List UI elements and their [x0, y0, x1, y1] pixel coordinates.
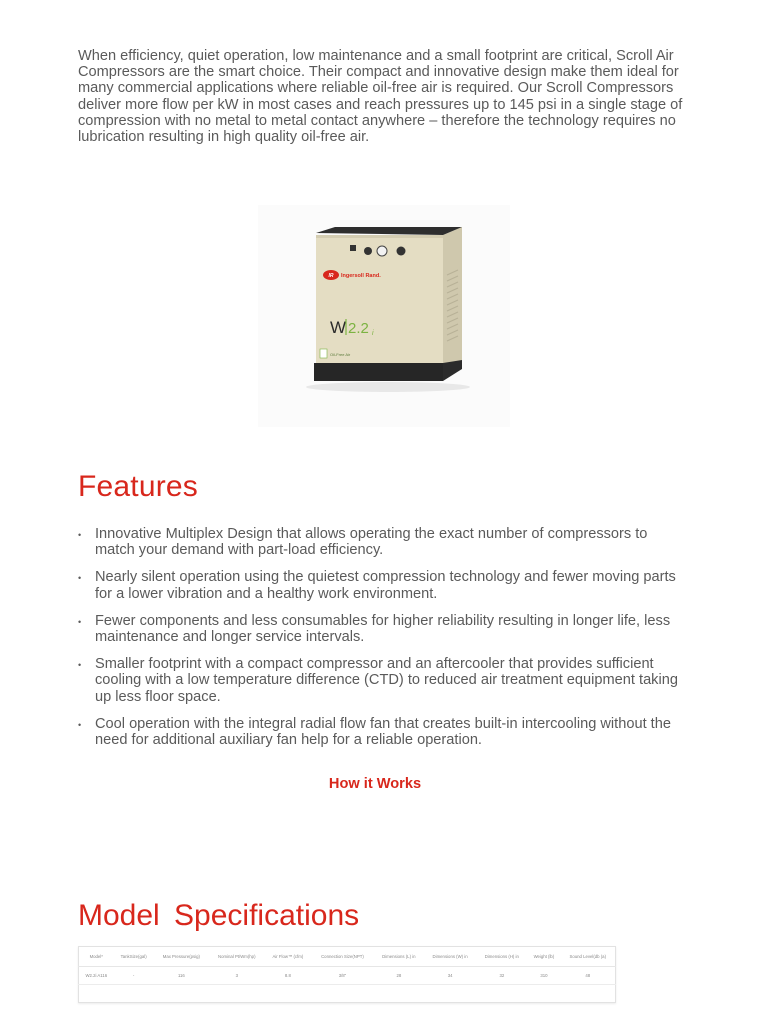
- table-cell: [79, 985, 616, 1003]
- table-cell: 32: [499, 973, 505, 978]
- intro-paragraph: When efficiency, quiet operation, low maintenance and a small footprint are critical, Scroll Air Compressors are the smart choice. Their compact and innovative design make them ideal for many commercial applications where reliable oil-free air is required. Our Scroll Compressors deliver more flow per kW in most cases and reach pressures up to 145 psi in a single stage of compression with no metal to metal contact anywhere – therefore the technology requires no lubrication resulting in high quality oil-free air.: [78, 48, 683, 146]
- column-header: Weight (lb): [533, 954, 555, 959]
- specifications-table: [78, 946, 616, 1003]
- column-header: Air Flow™ (cfm): [272, 954, 304, 959]
- bullet-icon: •: [78, 719, 82, 730]
- product-image: [258, 205, 510, 427]
- model-suffix: i: [372, 330, 374, 337]
- table-cell: 3: [235, 973, 238, 978]
- feature-text: Cool operation with the integral radial flow fan that creates built-in intercooling without the need for additional auxiliary fan help for a reliable operation.: [95, 715, 671, 749]
- table-header-row: [79, 947, 616, 967]
- column-header: Model*: [89, 954, 103, 959]
- feature-item: [78, 656, 688, 705]
- feature-text: Innovative Multiplex Design that allows operating the exact number of compressors to match your demand with part-load efficiency.: [95, 526, 648, 559]
- table-cell: 3/8": [338, 973, 347, 978]
- feature-item: [78, 526, 688, 558]
- feature-item: [78, 716, 688, 748]
- table-cell: 8.8: [284, 973, 291, 978]
- table-cell: 48: [585, 973, 591, 978]
- column-header: Connection Size(NPT): [321, 954, 364, 959]
- table-cell: 116: [177, 973, 185, 978]
- column-header: Dimensions (L) in: [382, 954, 416, 959]
- feature-text: Fewer components and less consumables for higher reliability resulting in longer life, less maintenance and longer service intervals.: [95, 612, 671, 646]
- table-cell: 34: [447, 973, 453, 978]
- bullet-icon: •: [78, 616, 82, 627]
- bullet-icon: •: [78, 530, 82, 540]
- table-cell: 28: [396, 973, 402, 978]
- model-specifications-heading: Model Specifications: [78, 899, 360, 932]
- table-cell: 310: [540, 973, 548, 978]
- feature-text: Nearly silent operation using the quietest compression technology and fewer moving parts for a lower vibration and a healthy work environment.: [95, 569, 676, 602]
- column-header: Dimensions (H) in: [484, 954, 519, 959]
- model-number: 2.2: [348, 320, 369, 337]
- column-header: Max Pressure(psig): [162, 954, 200, 959]
- table-cell: W2.2i A116: [85, 973, 108, 978]
- bullet-icon: •: [78, 573, 82, 584]
- table-row-partial: [79, 985, 616, 1003]
- how-it-works-link[interactable]: How it Works: [328, 776, 422, 792]
- features-heading: Features: [78, 470, 198, 503]
- features-list: [78, 526, 688, 759]
- bullet-icon: •: [78, 660, 82, 671]
- oil-free-badge: Oil-Free Air: [330, 352, 351, 357]
- column-header: Sound Level(db (a): [569, 954, 606, 959]
- column-header: TankSize(gal): [120, 954, 147, 959]
- brand-name: Ingersoll Rand.: [341, 273, 381, 279]
- feature-item: [78, 613, 688, 645]
- compressor-illustration: [258, 205, 510, 427]
- column-header: Nominal Pt/Wm(hp): [218, 954, 256, 959]
- feature-text: Smaller footprint with a compact compressor and an aftercooler that provides sufficient cooling with a low temperature difference (CTD) to reduced air treatment equipment taking up less floor space.: [95, 656, 678, 705]
- brand-mark: IR: [328, 273, 334, 279]
- model-prefix: W: [330, 318, 347, 337]
- table-cell: -: [132, 973, 135, 978]
- column-header: Dimensions (W) in: [432, 954, 468, 959]
- feature-item: [78, 569, 688, 601]
- table-row: [79, 967, 616, 985]
